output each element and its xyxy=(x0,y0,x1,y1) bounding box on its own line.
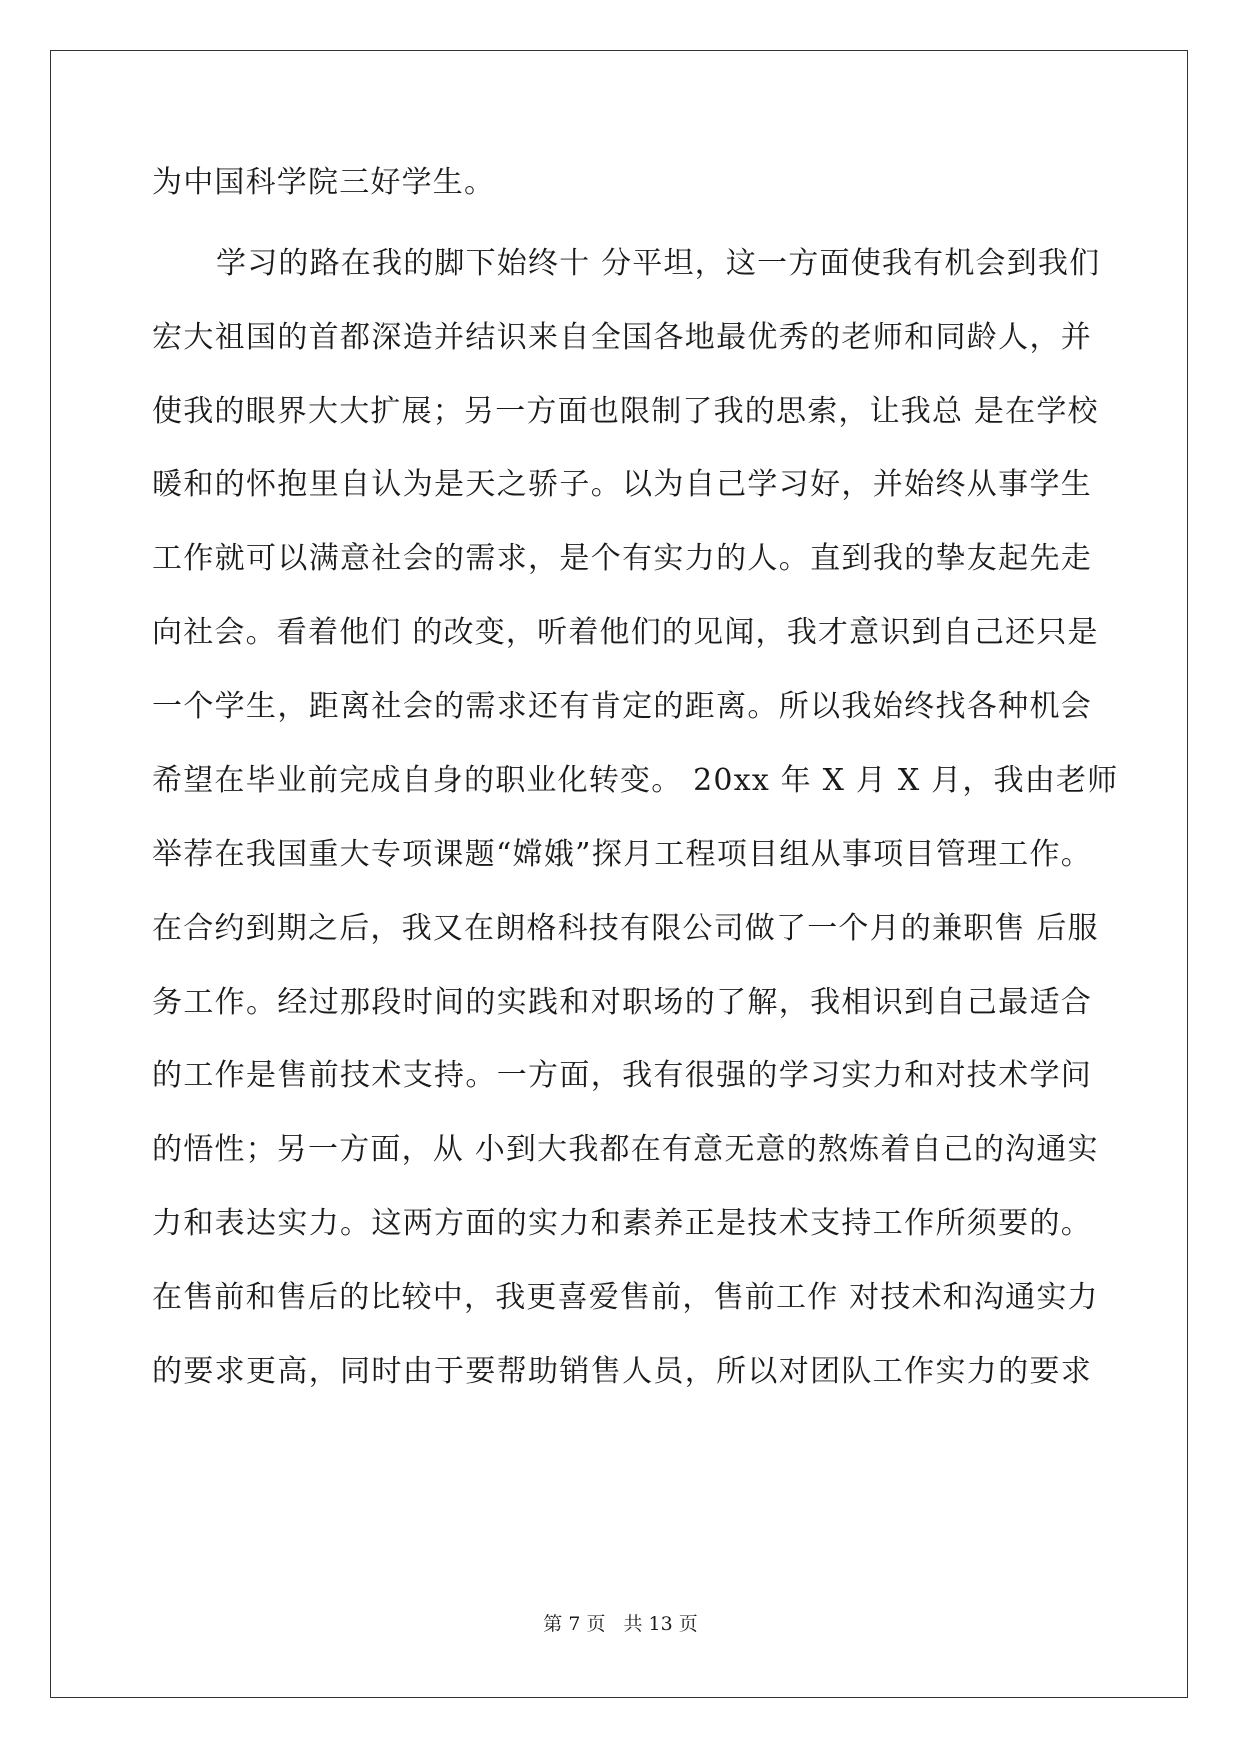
text-line: 向社会。看着他们 的改变，听着他们的见闻，我才意识到自己还只是 xyxy=(152,615,1099,650)
text-line: 工作就可以满意社会的需求，是个有实力的人。直到我的挚友起先走 xyxy=(152,541,1092,576)
text-line: 在售前和售后的比较中，我更喜爱售前，售前工作 对技术和沟通实力 xyxy=(152,1280,1099,1315)
page-total: 共 13 页 xyxy=(623,1613,698,1635)
text-line: 暖和的怀抱里自认为是天之骄子。以为自己学习好，并始终从事学生 xyxy=(152,467,1092,502)
text-line: 一个学生，距离社会的需求还有肯定的距离。所以我始终找各种机会 xyxy=(152,689,1092,724)
text-line: 为中国科学院三好学生。 xyxy=(152,165,496,200)
text-line: 的工作是售前技术支持。一方面，我有很强的学习实力和对技术学问 xyxy=(152,1058,1092,1093)
text-line: 使我的眼界大大扩展；另一方面也限制了我的思索，让我总 是在学校 xyxy=(152,394,1099,429)
text-line: 宏大祖国的首都深造并结识来自全国各地最优秀的老师和同龄人，并 xyxy=(152,320,1092,355)
text-line: 在合约到期之后，我又在朗格科技有限公司做了一个月的兼职售 后服 xyxy=(152,911,1099,946)
text-line: 希望在毕业前完成自身的职业化转变。 20xx 年 X 月 X 月，我由老师 xyxy=(152,763,1119,798)
text-line: 的要求更高，同时由于要帮助销售人员，所以对团队工作实力的要求 xyxy=(152,1354,1092,1389)
text-line: 务工作。经过那段时间的实践和对职场的了解，我相识到自己最适合 xyxy=(152,985,1092,1020)
page-number: 第 7 页 xyxy=(543,1613,606,1635)
text-line: 学习的路在我的脚下始终十 分平坦，这一方面使我有机会到我们 xyxy=(216,246,1101,281)
text-line: 力和表达实力。这两方面的实力和素养正是技术支持工作所须要的。 xyxy=(152,1206,1092,1241)
text-line: 举荐在我国重大专项课题“嫦娥”探月工程项目组从事项目管理工作。 xyxy=(152,837,1092,872)
page-footer xyxy=(0,1612,1241,1636)
text-line: 的悟性；另一方面，从 小到大我都在有意无意的熬炼着自己的沟通实 xyxy=(152,1132,1099,1167)
